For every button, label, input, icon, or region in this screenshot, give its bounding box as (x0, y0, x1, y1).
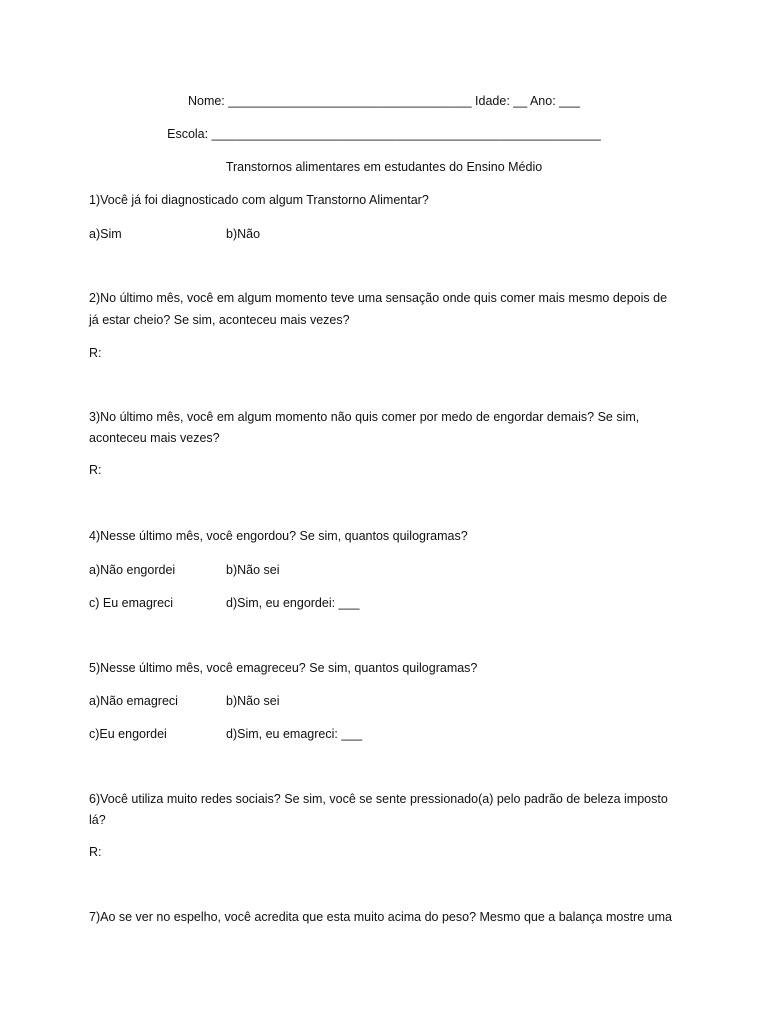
question-4-option-b: b)Não sei (226, 563, 280, 577)
question-1-option-a: a)Sim (89, 227, 122, 241)
question-2-text-line-2: já estar cheio? Se sim, aconteceu mais vezes? (89, 313, 350, 327)
question-6-text-line-1: 6)Você utiliza muito redes sociais? Se sim, você se sente pressionado(a) pelo padrão de beleza imposto (89, 792, 668, 806)
question-5-text: 5)Nesse último mês, você emagreceu? Se sim, quantos quilogramas? (89, 661, 478, 675)
question-1-text: 1)Você já foi diagnosticado com algum Transtorno Alimentar? (89, 193, 429, 207)
question-6-text-line-2: lá? (89, 813, 106, 827)
question-3-text-line-2: aconteceu mais vezes? (89, 431, 220, 445)
question-5-option-d: d)Sim, eu emagreci: ___ (226, 727, 363, 741)
question-5-option-a: a)Não emagreci (89, 694, 178, 708)
question-4-option-c: c) Eu emagreci (89, 596, 174, 610)
name-age-year-line: Nome: ___________________________________ Idade: __ Ano: ___ (187, 94, 581, 108)
document-title: Transtornos alimentares em estudantes do Ensino Médio (225, 160, 543, 174)
question-7-text: 7)Ao se ver no espelho, você acredita que esta muito acima do peso? Mesmo que a balança mostre uma (89, 910, 672, 924)
question-4-option-a: a)Não engordei (89, 563, 176, 577)
question-6-answer-label: R: (89, 845, 102, 859)
question-4-option-d: d)Sim, eu engordei: ___ (226, 596, 360, 610)
question-2-text-line-1: 2)No último mês, você em algum momento teve uma sensação onde quis comer mais mesmo depois de (89, 291, 668, 305)
question-3-text-line-1: 3)No último mês, você em algum momento não quis comer por medo de engordar demais? Se sim, (89, 410, 640, 424)
question-2-answer-label: R: (89, 346, 102, 360)
question-5-option-c: c)Eu engordei (89, 727, 167, 741)
school-line: Escola: ________________________________________________________ (167, 127, 601, 141)
question-4-text: 4)Nesse último mês, você engordou? Se sim, quantos quilogramas? (89, 529, 468, 543)
question-1-option-b: b)Não (226, 227, 261, 241)
question-3-answer-label: R: (89, 463, 102, 477)
question-5-option-b: b)Não sei (226, 694, 280, 708)
